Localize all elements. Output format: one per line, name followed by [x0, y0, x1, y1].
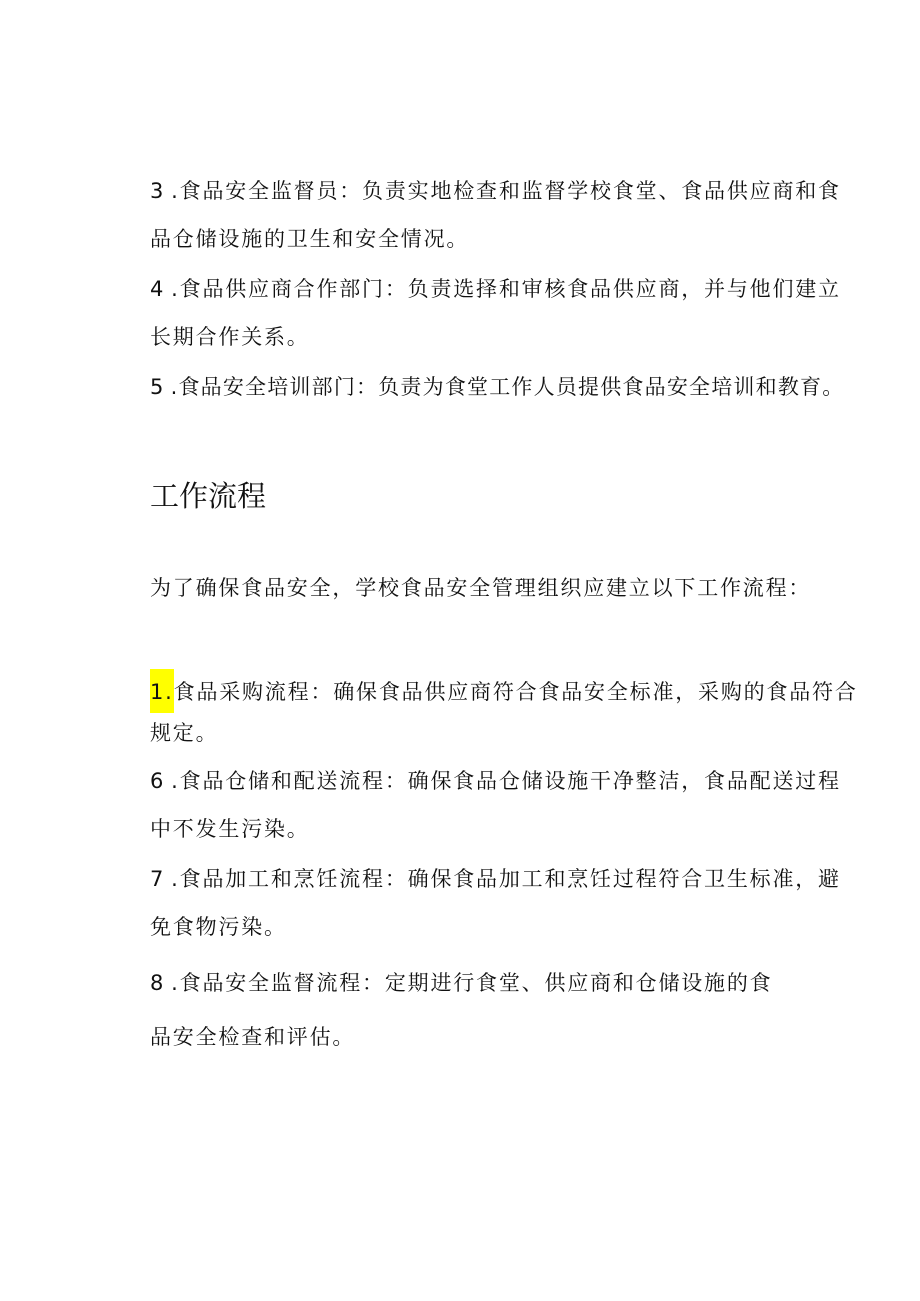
section-intro: 为了确保食品安全，学校食品安全管理组织应建立以下工作流程： — [150, 576, 812, 600]
list-item-1-line-1 — [150, 669, 858, 713]
list-item-1-number-highlight: 1. — [150, 669, 174, 713]
list-item-6-line-2: 中不发生污染。 — [150, 817, 310, 841]
list-item-4-text: .食品供应商合作部门：负责选择和审核食品供应商，并与他们建立 — [171, 277, 841, 301]
list-item-3-number: 3 — [150, 179, 166, 203]
list-item-5-line-1 — [150, 372, 844, 402]
list-item-3-text: .食品安全监督员：负责实地检查和监督学校食堂、食品供应商和食 — [171, 179, 841, 203]
list-item-3-line-2: 品仓储设施的卫生和安全情况。 — [150, 227, 470, 251]
list-item-7-text: .食品加工和烹饪流程：确保食品加工和烹饪过程符合卫生标准，避 — [171, 867, 841, 891]
list-item-6-text: .食品仓储和配送流程：确保食品仓储设施干净整洁，食品配送过程 — [171, 769, 841, 793]
list-item-1-line-2: 规定。 — [150, 721, 219, 745]
list-item-6-line-1 — [150, 766, 841, 796]
list-item-8-number: 8 — [150, 971, 166, 995]
list-item-7-number: 7 — [150, 867, 166, 891]
list-item-8-line-2: 品安全检查和评估。 — [150, 1025, 356, 1049]
list-item-5-text: .食品安全培训部门：负责为食堂工作人员提供食品安全培训和教育。 — [170, 375, 845, 399]
list-item-4-line-1 — [150, 274, 841, 304]
list-item-6-number: 6 — [150, 769, 166, 793]
list-item-4-line-2: 长期合作关系。 — [150, 325, 310, 349]
section-heading: 工作流程 — [150, 479, 267, 513]
list-item-7-line-1 — [150, 864, 841, 894]
list-item-8-line-1 — [150, 968, 772, 998]
list-item-7-line-2: 免食物污染。 — [150, 915, 287, 939]
list-item-5-number: 5 — [150, 375, 165, 399]
list-item-1-text: 食品采购流程：确保食品供应商符合食品安全标准，采购的食品符合 — [173, 680, 858, 704]
list-item-3-line-1 — [150, 176, 841, 206]
list-item-4-number: 4 — [150, 277, 166, 301]
list-item-8-text: .食品安全监督流程：定期进行食堂、供应商和仓储设施的食 — [171, 971, 773, 995]
